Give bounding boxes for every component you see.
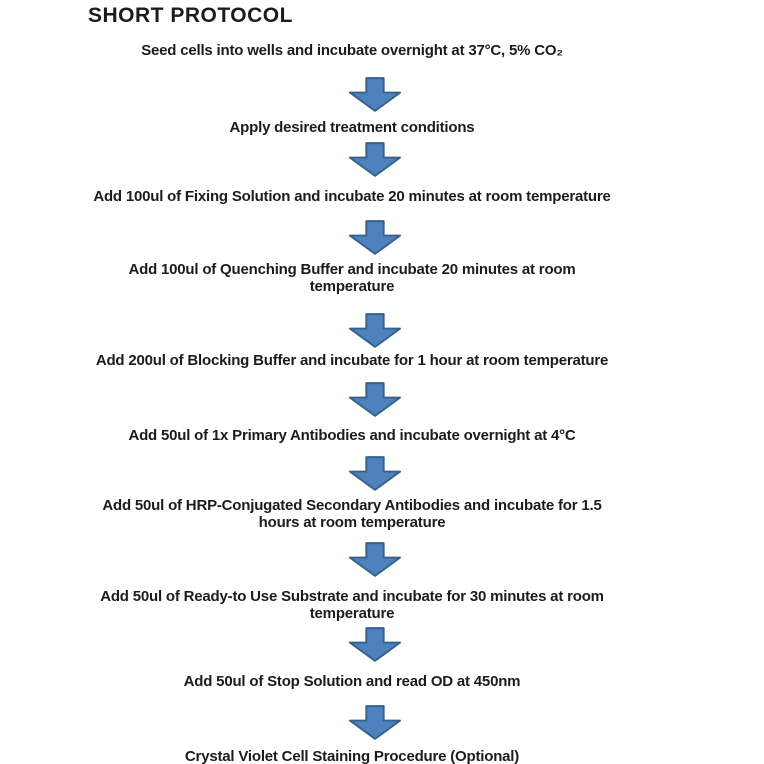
step-text-line: hours at room temperature [258, 514, 446, 531]
step-text-line: Crystal Violet Cell Staining Procedure (Optional) [184, 748, 520, 764]
step-text-line: Add 50ul of Ready-to Use Substrate and incubate for 30 minutes at room [100, 588, 604, 605]
down-arrow-icon [348, 542, 402, 577]
step-text-line: Apply desired treatment conditions [229, 119, 475, 136]
step-text-line: temperature [309, 605, 395, 622]
step-text-line: Add 50ul of Stop Solution and read OD at 450nm [183, 673, 521, 690]
step-text-line: Add 50ul of 1x Primary Antibodies and incubate overnight at 4°C [128, 427, 576, 444]
step-3-text [0, 188, 704, 205]
step-2-text [0, 119, 704, 136]
down-arrow-icon [348, 627, 402, 662]
step-9-text [0, 673, 704, 690]
step-10-text [0, 748, 704, 764]
down-arrow-icon [348, 220, 402, 255]
down-arrow-icon [348, 382, 402, 417]
down-arrow-icon [348, 142, 402, 177]
down-arrow-icon [348, 313, 402, 348]
step-8-text [0, 588, 704, 622]
step-text-line: Add 100ul of Fixing Solution and incubate 20 minutes at room temperature [93, 188, 611, 205]
step-7-text [0, 497, 704, 531]
step-text-line: Add 100ul of Quenching Buffer and incubate 20 minutes at room [128, 261, 576, 278]
page-title: SHORT PROTOCOL [88, 4, 293, 27]
down-arrow-icon [348, 456, 402, 491]
step-text-line: Add 50ul of HRP-Conjugated Secondary Antibodies and incubate for 1.5 [102, 497, 602, 514]
step-5-text [0, 352, 704, 369]
step-1-text [0, 42, 704, 59]
down-arrow-icon [348, 77, 402, 112]
step-4-text [0, 261, 704, 295]
step-text-line: temperature [309, 278, 395, 295]
step-text-line: Add 200ul of Blocking Buffer and incubate for 1 hour at room temperature [95, 352, 609, 369]
step-6-text [0, 427, 704, 444]
down-arrow-icon [348, 705, 402, 740]
step-text-line: Seed cells into wells and incubate overnight at 37°C, 5% CO₂ [141, 42, 563, 59]
